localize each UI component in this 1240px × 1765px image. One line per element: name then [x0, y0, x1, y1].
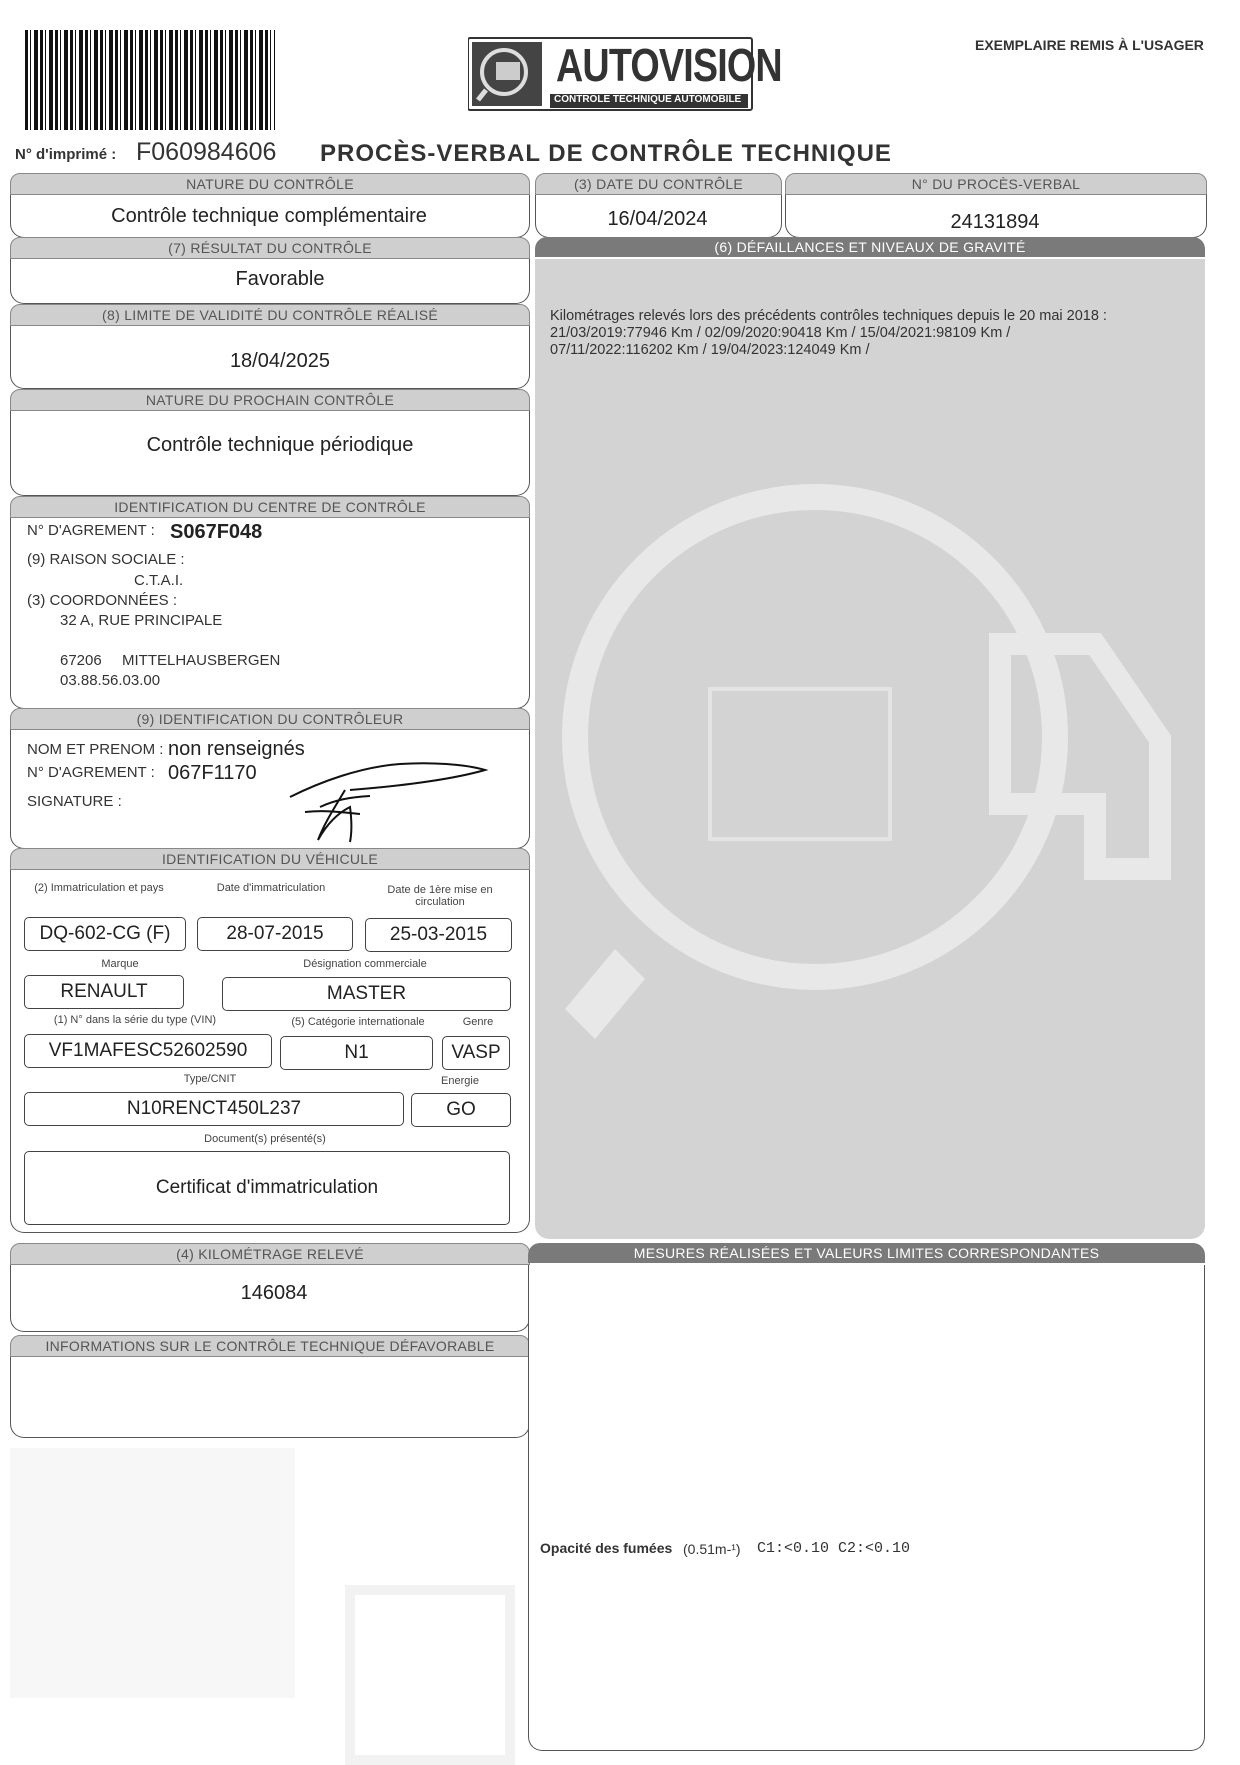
kilometrage-value: 146084 — [240, 1282, 308, 1304]
limite-validite-header: (8) LIMITE DE VALIDITÉ DU CONTRÔLE RÉALISÉ — [10, 304, 530, 326]
date-immat-label: Date d'immatriculation — [216, 882, 326, 894]
scan-mark — [345, 1585, 515, 1765]
immat-label: (2) Immatriculation et pays — [34, 882, 164, 894]
signature-label: SIGNATURE : — [27, 793, 122, 810]
controleur-header: (9) IDENTIFICATION DU CONTRÔLEUR — [10, 708, 530, 730]
kilometrage-header: (4) KILOMÉTRAGE RELEVÉ — [10, 1243, 530, 1265]
defavorable-header: INFORMATIONS SUR LE CONTRÔLE TECHNIQUE DÉFAVORABLE — [10, 1335, 530, 1357]
vehicule-header: IDENTIFICATION DU VÉHICULE — [10, 848, 530, 870]
categorie-field: N1 — [280, 1036, 433, 1070]
date-immat-field: 28-07-2015 — [197, 917, 353, 951]
date-controle-header: (3) DATE DU CONTRÔLE — [535, 173, 782, 195]
categorie-label: (5) Catégorie internationale — [291, 1016, 425, 1028]
opacite-label: Opacité des fumées — [540, 1540, 673, 1556]
raison-sociale-label: (9) RAISON SOCIALE : — [27, 551, 185, 568]
phone: 03.88.56.03.00 — [60, 672, 161, 689]
nature-controle-value: Contrôle technique complémentaire — [111, 205, 427, 227]
genre-label: Genre — [462, 1016, 494, 1028]
energie-field: GO — [411, 1093, 511, 1127]
vin-field: VF1MAFESC52602590 — [24, 1034, 272, 1068]
imprime-label: N° d'imprimé : — [15, 146, 117, 163]
watermark-logo — [535, 259, 1205, 1239]
nom-prenom-value: non renseignés — [168, 738, 305, 760]
mesures-header: MESURES RÉALISÉES ET VALEURS LIMITES CORRESPONDANTES — [528, 1243, 1205, 1263]
defaillances-line-3: 07/11/2022:116202 Km / 19/04/2023:124049 Km / — [550, 342, 870, 358]
controleur-agrement-value: 067F1170 — [168, 762, 257, 784]
autovision-logo — [468, 32, 782, 114]
coordonnees-label: (3) COORDONNÉES : — [27, 592, 178, 609]
defaillances-panel — [535, 259, 1205, 1239]
defaillances-line-2: 21/03/2019:77946 Km / 02/09/2020:90418 Km / 15/04/2021:98109 Km / — [550, 325, 1011, 341]
centre-agrement-label: N° D'AGREMENT : — [27, 522, 155, 539]
mesures-panel — [528, 1265, 1205, 1751]
imprime-number: F060984606 — [136, 138, 277, 166]
date-controle-value: 16/04/2024 — [607, 208, 708, 230]
defaillances-line-1: Kilométrages relevés lors des précédents contrôles techniques depuis le 20 mai 2018 : — [550, 308, 1107, 324]
copy-note: EXEMPLAIRE REMIS À L'USAGER — [975, 37, 1204, 53]
type-label: Type/CNIT — [183, 1073, 237, 1085]
type-field: N10RENCT450L237 — [24, 1092, 404, 1126]
address-line: 32 A, RUE PRINCIPALE — [60, 612, 223, 629]
centre-agrement-value: S067F048 — [170, 521, 263, 543]
centre-header: IDENTIFICATION DU CENTRE DE CONTRÔLE — [10, 496, 530, 518]
nature-controle-header: NATURE DU CONTRÔLE — [10, 173, 530, 195]
date-mise-field: 25-03-2015 — [365, 918, 512, 952]
limite-validite-value: 18/04/2025 — [229, 350, 331, 372]
brand-tagline: CONTROLE TECHNIQUE AUTOMOBILE — [554, 94, 742, 105]
vin-label: (1) N° dans la série du type (VIN) — [53, 1014, 217, 1026]
prochain-controle-header: NATURE DU PROCHAIN CONTRÔLE — [10, 389, 530, 411]
defavorable-box — [10, 1357, 530, 1438]
scan-mark — [10, 1448, 295, 1698]
documents-field: Certificat d'immatriculation — [24, 1151, 510, 1225]
resultat-header: (7) RÉSULTAT DU CONTRÔLE — [10, 237, 530, 259]
signature-image — [280, 752, 490, 847]
nom-prenom-label: NOM ET PRENOM : — [27, 741, 164, 758]
designation-label: Désignation commerciale — [303, 958, 427, 970]
genre-field: VASP — [442, 1036, 510, 1070]
date-mise-label-1: Date de 1ère mise en — [387, 884, 493, 896]
controleur-agrement-label: N° D'AGREMENT : — [27, 764, 155, 781]
numero-pv-header: N° DU PROCÈS-VERBAL — [785, 173, 1207, 195]
numero-pv-value: 24131894 — [950, 211, 1040, 233]
postal-code: 67206 — [60, 652, 102, 669]
prochain-controle-value: Contrôle technique périodique — [146, 434, 414, 456]
resultat-value: Favorable — [235, 268, 325, 290]
opacite-values: C1:<0.10 C2:<0.10 — [757, 1540, 911, 1557]
date-mise-label-2: circulation — [415, 896, 465, 908]
defaillances-header: (6) DÉFAILLANCES ET NIVEAUX DE GRAVITÉ — [535, 237, 1205, 257]
designation-field: MASTER — [222, 977, 511, 1011]
barcode — [25, 30, 275, 130]
energie-label: Energie — [441, 1075, 479, 1087]
page-title: PROCÈS-VERBAL DE CONTRÔLE TECHNIQUE — [320, 140, 892, 167]
marque-field: RENAULT — [24, 975, 184, 1009]
city: MITTELHAUSBERGEN — [122, 652, 281, 669]
immat-field: DQ-602-CG (F) — [24, 917, 186, 951]
marque-label: Marque — [101, 958, 139, 970]
opacite-unit: (0.51m-¹) — [683, 1541, 741, 1557]
brand-name: AUTOVISION — [556, 39, 782, 91]
documents-label: Document(s) présenté(s) — [204, 1133, 326, 1145]
raison-sociale-value: C.T.A.I. — [134, 572, 184, 589]
